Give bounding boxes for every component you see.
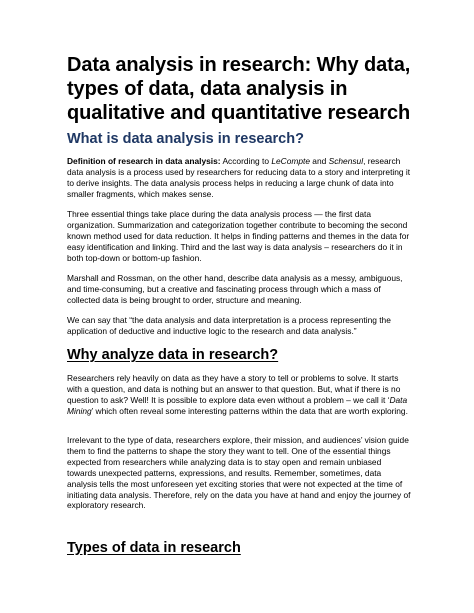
paragraph-researchers-rely <box>67 373 412 417</box>
data-mining-term: Data Mining <box>67 394 408 416</box>
section-heading-what-is-data-analysis: What is data analysis in research? <box>67 131 304 147</box>
researchers-text-2: ’ which often reveal some interesting patterns within the data that are worth exploring. <box>91 405 408 416</box>
paragraph-definition <box>67 156 412 200</box>
author-schensul: Schensul <box>328 156 364 166</box>
researchers-text-1: Researchers rely heavily on data as they have a story to tell or problems to solve. It starts with a question, and data is nothing but an answer to that question. But, what if there is no question to ask? Well! It is possible to explore data even without a problem – we call it ‘ <box>67 373 401 405</box>
paragraph-irrelevant-to-type: Irrelevant to the type of data, researchers explore, their mission, and audiences’ vision guide them to find the patterns to shape the story they want to tell. One of the essential things expected from researchers while analyzing data is to stay open and remain unbiased towards unexpected patterns, expressions, and results. Remember, sometimes, data analysis tells the most unforeseen yet exciting stories that were not expected at the time of initiating data analysis. Therefore, rely on the data you have at hand and enjoy the journey of exploratory research. <box>67 435 411 511</box>
document-title: Data analysis in research: Why data, types of data, data analysis in qualitative and quantitative research <box>67 54 411 124</box>
section-heading-why-analyze: Why analyze data in research? <box>67 347 279 363</box>
definition-text-1: According to <box>220 156 272 166</box>
paragraph-deductive-inductive: We can say that “the data analysis and data interpretation is a process representing the application of deductive and inductive logic to the research and data analysis.” <box>67 315 391 336</box>
definition-text-3: , research data analysis is a process used by researchers for reducing data to a story and interpreting it to derive insights. The data analysis process helps in reducing a large chunk of data into smaller fragments, which makes sense. <box>67 156 411 199</box>
definition-lead: Definition of research in data analysis: <box>67 156 221 166</box>
paragraph-three-essential-things: Three essential things take place during the data analysis process — the first data organization. Summarization and categorization together contribute to becoming the second known method used for data reduction. It helps in finding patterns and themes in the data for easy identification and linking. Third and the last way is data analysis – researchers do it in both top-down or bottom-up fashion. <box>67 209 410 263</box>
section-heading-types-of-data: Types of data in research <box>67 540 241 556</box>
paragraph-marshall-rossman: Marshall and Rossman, on the other hand, describe data analysis as a messy, ambiguous, and time-consuming, but a creative and fascinating process through which a mass of collected data is being brought to order, structure and meaning. <box>67 273 403 305</box>
definition-text-2: and <box>309 156 329 166</box>
author-lecompte: LeCompte <box>271 156 310 166</box>
